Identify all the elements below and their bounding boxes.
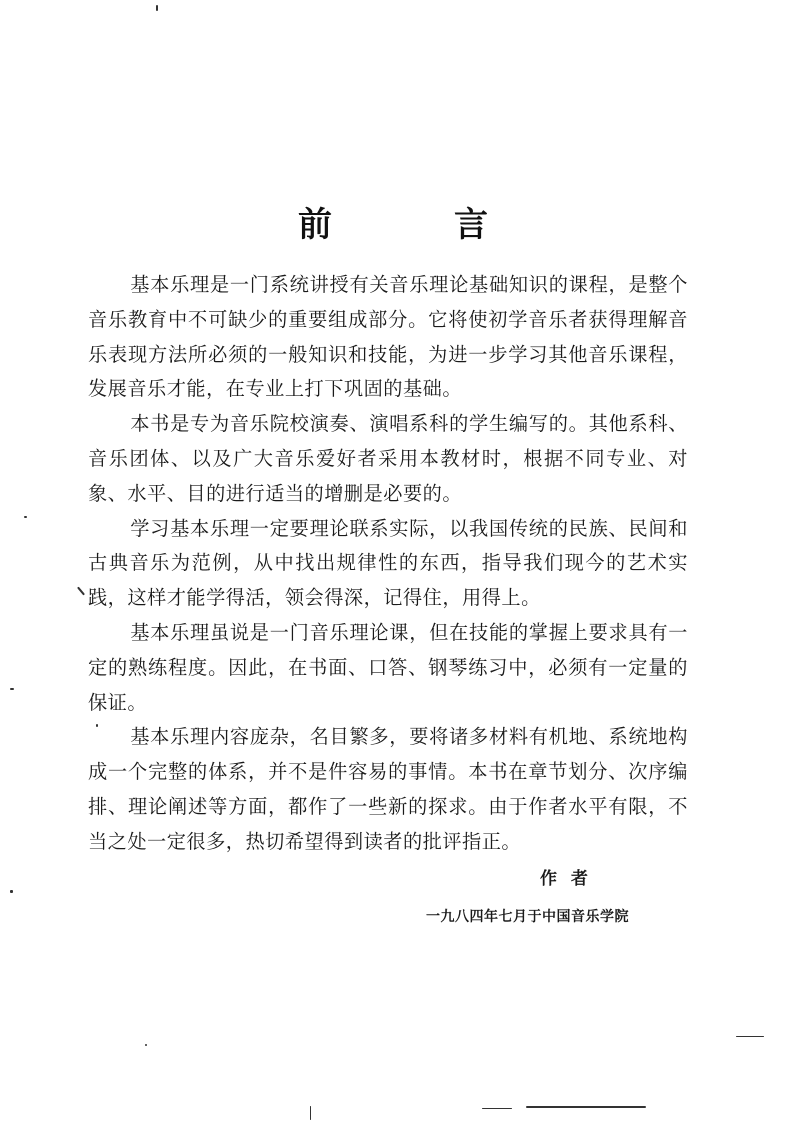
scan-speck [10, 890, 13, 893]
page-title [298, 196, 488, 246]
paragraph-2: 本书是专为音乐院校演奏、演唱系科的学生编写的。其他系科、音乐团体、以及广大音乐爱好者采用本教材时，根据不同专业、对象、水平、目的进行适当的增删是必要的。 [88, 412, 688, 505]
paragraph-5: 基本乐理内容庞杂，名目繁多，要将诸多材料有机地、系统地构成一个完整的体系，并不是件容易的事情。本书在章节划分、次序编排、理论阐述等方面，都作了一些新的探求。由于作者水平有限，不当之处一定很多，热切希望得到读者的批评指正。 [88, 725, 688, 853]
scan-speck [736, 1036, 764, 1037]
scan-speck [156, 5, 158, 11]
paragraph-4: 基本乐理虽说是一门音乐理论课，但在技能的掌握上要求具有一定的熟练程度。因此，在书面、口答、钢琴练习中，必须有一定量的保证。 [88, 620, 688, 714]
scan-speck [310, 1106, 311, 1120]
title-char-1: 前 [298, 204, 332, 245]
scan-speck [145, 1044, 147, 1046]
paragraph-1: 基本乐理是一门系统讲授有关音乐理论基础知识的课程，是整个音乐教育中不可缺少的重要组成部分。它将使初学音乐者获得理解音乐表现方法所必须的一般知识和技能，为进一步学习其他音乐课程，发展音乐才能，在专业上打下巩固的基础。 [88, 273, 688, 401]
author-signature: 作 者 [540, 869, 592, 889]
title-char-2: 言 [454, 204, 488, 245]
paragraph-3: 学习基本乐理一定要理论联系实际，以我国传统的民族、民间和古典音乐为范例，从中找出规律性的东西，指导我们现今的艺术实践，这样才能学得活，领会得深，记得住，用得上。 [88, 516, 688, 610]
scan-speck [526, 1106, 646, 1108]
date-line: 一九八四年七月于中国音乐学院 [426, 909, 629, 925]
scan-speck [77, 587, 85, 596]
preface-body [88, 268, 688, 860]
scan-speck [96, 724, 98, 727]
scan-speck [482, 1108, 512, 1109]
scan-speck [10, 688, 14, 690]
scan-speck [24, 516, 27, 518]
